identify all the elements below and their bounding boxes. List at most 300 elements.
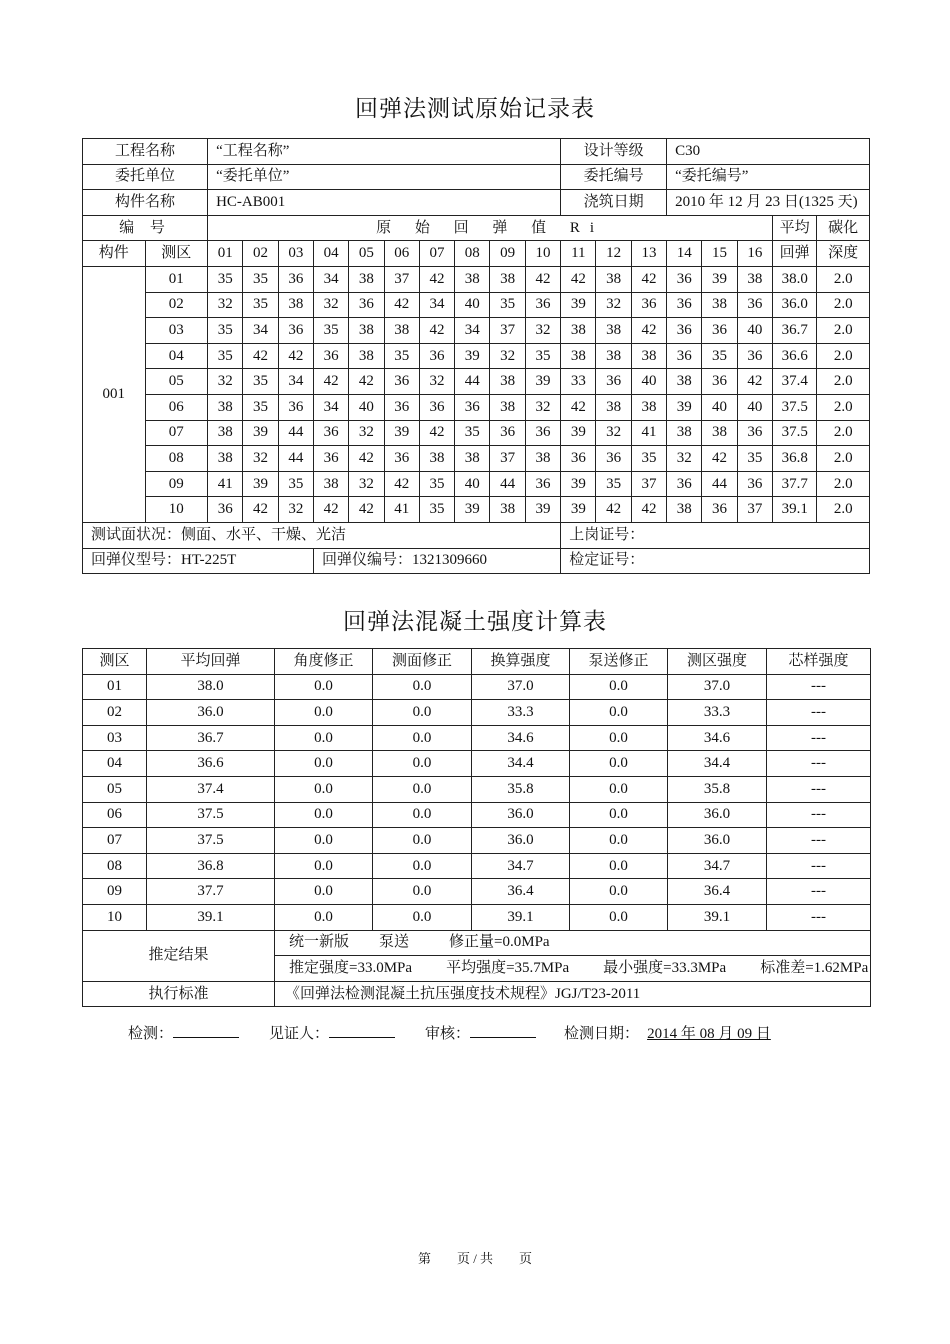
rebound-value-cell: 32 bbox=[349, 471, 384, 497]
rebound-value-cell: 36 bbox=[278, 266, 313, 292]
rebound-value-cell: 38 bbox=[737, 266, 772, 292]
avg-rebound-cell: 36.0 bbox=[773, 292, 817, 318]
avg-rebound-cell: 39.1 bbox=[773, 497, 817, 523]
instrument-number: 回弹仪编号：1321309660 bbox=[313, 548, 560, 574]
rebound-value-cell: 38 bbox=[667, 497, 702, 523]
rebound-value-cell: 44 bbox=[702, 471, 737, 497]
table-row bbox=[83, 343, 870, 369]
calc-cell: --- bbox=[767, 674, 871, 700]
calc-cell: 36.0 bbox=[147, 700, 275, 726]
calc-cell: 36.4 bbox=[472, 879, 570, 905]
rebound-value-cell: 38 bbox=[596, 266, 631, 292]
point-header: 16 bbox=[737, 241, 772, 267]
calc-cell: 33.3 bbox=[472, 700, 570, 726]
correction-value: 修正量=0.0MPa bbox=[449, 934, 550, 951]
table-row bbox=[83, 497, 870, 523]
calc-cell: 0.0 bbox=[275, 725, 373, 751]
rebound-value-cell: 38 bbox=[490, 497, 525, 523]
witness-label: 见证人： bbox=[269, 1026, 330, 1042]
calc-cell: 0.0 bbox=[373, 776, 472, 802]
rebound-value-cell: 42 bbox=[631, 318, 666, 344]
rebound-value-cell: 42 bbox=[349, 497, 384, 523]
member-label: 构件名称 bbox=[83, 190, 208, 216]
witness-signature-field[interactable] bbox=[329, 1023, 395, 1038]
rebound-value-cell: 36 bbox=[737, 292, 772, 318]
calc-cell: 06 bbox=[83, 802, 147, 828]
rebound-value-cell: 38 bbox=[384, 318, 419, 344]
rebound-value-cell: 36 bbox=[702, 369, 737, 395]
result-correction-line bbox=[275, 930, 871, 956]
point-header: 06 bbox=[384, 241, 419, 267]
rebound-value-cell: 38 bbox=[596, 318, 631, 344]
rebound-value-cell: 32 bbox=[278, 497, 313, 523]
avg-rebound-cell: 37.5 bbox=[773, 420, 817, 446]
calc-column-header: 平均回弹 bbox=[147, 649, 275, 675]
calc-column-header: 测区强度 bbox=[668, 649, 767, 675]
inspector-label: 检测： bbox=[128, 1026, 174, 1042]
rebound-value-cell: 36 bbox=[667, 266, 702, 292]
rebound-value-cell: 36 bbox=[455, 394, 490, 420]
rebound-value-cell: 41 bbox=[631, 420, 666, 446]
rebound-value-cell: 35 bbox=[702, 343, 737, 369]
calc-column-header: 角度修正 bbox=[275, 649, 373, 675]
table-row bbox=[83, 879, 871, 905]
calc-cell: 0.0 bbox=[373, 674, 472, 700]
rebound-value-cell: 38 bbox=[455, 446, 490, 472]
rebound-value-cell: 36 bbox=[737, 471, 772, 497]
rebound-value-cell: 38 bbox=[631, 343, 666, 369]
rebound-value-cell: 38 bbox=[667, 420, 702, 446]
zone-cell: 06 bbox=[145, 394, 208, 420]
calc-cell: 0.0 bbox=[275, 776, 373, 802]
calc-cell: 07 bbox=[83, 828, 147, 854]
carbonation-cell: 2.0 bbox=[817, 420, 870, 446]
rebound-value-cell: 36 bbox=[596, 369, 631, 395]
calc-cell: --- bbox=[767, 751, 871, 777]
avg-rebound-cell: 36.7 bbox=[773, 318, 817, 344]
table-row bbox=[83, 700, 871, 726]
test-date-label: 检测日期： bbox=[564, 1026, 640, 1042]
rebound-value-cell: 38 bbox=[490, 394, 525, 420]
rebound-value-cell: 35 bbox=[243, 266, 278, 292]
rebound-value-cell: 39 bbox=[455, 497, 490, 523]
calc-cell: 0.0 bbox=[275, 879, 373, 905]
table-row bbox=[83, 446, 870, 472]
rebound-value-cell: 36 bbox=[490, 420, 525, 446]
calc-cell: --- bbox=[767, 700, 871, 726]
project-value: “工程名称” bbox=[208, 139, 561, 165]
rebound-value-cell: 36 bbox=[278, 394, 313, 420]
rebound-value-cell: 38 bbox=[208, 446, 243, 472]
rebound-value-cell: 32 bbox=[349, 420, 384, 446]
standard-label: 执行标准 bbox=[83, 981, 275, 1007]
calc-column-header: 芯样强度 bbox=[767, 649, 871, 675]
table-row bbox=[83, 674, 871, 700]
rebound-value-cell: 35 bbox=[631, 446, 666, 472]
rebound-value-cell: 38 bbox=[490, 266, 525, 292]
rebound-value-cell: 32 bbox=[525, 318, 560, 344]
rebound-value-cell: 38 bbox=[631, 394, 666, 420]
calc-cell: 0.0 bbox=[275, 904, 373, 930]
rebound-value-cell: 38 bbox=[561, 343, 596, 369]
rebound-value-cell: 36 bbox=[419, 394, 454, 420]
point-header: 10 bbox=[525, 241, 560, 267]
rebound-value-cell: 42 bbox=[596, 497, 631, 523]
rebound-value-cell: 44 bbox=[278, 446, 313, 472]
rebound-value-cell: 38 bbox=[596, 343, 631, 369]
rebound-value-cell: 44 bbox=[490, 471, 525, 497]
point-header: 09 bbox=[490, 241, 525, 267]
pour-date-value: 2010 年 12 月 23 日(1325 天) bbox=[667, 190, 870, 216]
table-row bbox=[83, 802, 871, 828]
rebound-value-cell: 35 bbox=[243, 292, 278, 318]
inspector-signature-field[interactable] bbox=[173, 1023, 239, 1038]
calc-cell: 36.0 bbox=[472, 828, 570, 854]
rebound-value-cell: 36 bbox=[525, 420, 560, 446]
calc-cell: 0.0 bbox=[570, 853, 668, 879]
rebound-value-cell: 38 bbox=[349, 343, 384, 369]
table-row bbox=[83, 725, 871, 751]
rebound-value-cell: 42 bbox=[384, 292, 419, 318]
calc-cell: 0.0 bbox=[570, 879, 668, 905]
rebound-value-cell: 38 bbox=[419, 446, 454, 472]
std-deviation: 标准差=1.62MPa bbox=[760, 959, 869, 976]
calc-cell: 0.0 bbox=[275, 802, 373, 828]
point-header: 07 bbox=[419, 241, 454, 267]
rebound-value-cell: 42 bbox=[384, 471, 419, 497]
rebound-value-cell: 34 bbox=[278, 369, 313, 395]
result-label: 推定结果 bbox=[83, 930, 275, 981]
calc-cell: --- bbox=[767, 725, 871, 751]
calc-column-header: 泵送修正 bbox=[570, 649, 668, 675]
rebound-value-cell: 32 bbox=[525, 394, 560, 420]
rebound-value-cell: 36 bbox=[278, 318, 313, 344]
rebound-value-cell: 38 bbox=[667, 369, 702, 395]
reviewer-signature-field[interactable] bbox=[470, 1023, 536, 1038]
calc-cell: 0.0 bbox=[570, 828, 668, 854]
calc-cell: 0.0 bbox=[570, 802, 668, 828]
rebound-value-cell: 42 bbox=[561, 394, 596, 420]
point-header: 03 bbox=[278, 241, 313, 267]
calc-cell: 02 bbox=[83, 700, 147, 726]
calc-cell: 05 bbox=[83, 776, 147, 802]
rebound-value-cell: 41 bbox=[384, 497, 419, 523]
rebound-value-cell: 44 bbox=[278, 420, 313, 446]
rebound-value-cell: 38 bbox=[208, 394, 243, 420]
calc-cell: 01 bbox=[83, 674, 147, 700]
rebound-value-cell: 42 bbox=[243, 497, 278, 523]
client-value: “委托单位” bbox=[208, 164, 561, 190]
table-row bbox=[83, 751, 871, 777]
calc-title: 回弹法混凝土强度计算表 bbox=[343, 609, 607, 634]
grade-label: 设计等级 bbox=[561, 139, 667, 165]
table-row bbox=[83, 904, 871, 930]
rebound-value-cell: 32 bbox=[313, 292, 348, 318]
calc-cell: --- bbox=[767, 853, 871, 879]
rebound-value-cell: 42 bbox=[278, 343, 313, 369]
rebound-value-cell: 42 bbox=[631, 266, 666, 292]
pour-date-label: 浇筑日期 bbox=[561, 190, 667, 216]
calc-cell: 34.6 bbox=[472, 725, 570, 751]
rebound-value-cell: 36 bbox=[631, 292, 666, 318]
rebound-value-cell: 38 bbox=[702, 292, 737, 318]
calc-cell: 37.0 bbox=[668, 674, 767, 700]
calc-cell: --- bbox=[767, 828, 871, 854]
rebound-value-cell: 42 bbox=[349, 446, 384, 472]
calc-cell: 0.0 bbox=[570, 725, 668, 751]
calc-cell: 0.0 bbox=[373, 700, 472, 726]
calc-cell: 36.0 bbox=[472, 802, 570, 828]
raw-values-header: 原 始 回 弹 值 Ri bbox=[208, 215, 773, 241]
avg-rebound-cell: 36.6 bbox=[773, 343, 817, 369]
calc-cell: 0.0 bbox=[570, 700, 668, 726]
rebound-value-cell: 32 bbox=[490, 343, 525, 369]
calc-cell: 39.1 bbox=[668, 904, 767, 930]
point-header: 12 bbox=[596, 241, 631, 267]
estimated-strength: 推定强度=33.0MPa bbox=[289, 959, 413, 976]
reviewer-label: 审核： bbox=[425, 1026, 471, 1042]
record-title: 回弹法测试原始记录表 bbox=[355, 96, 595, 121]
rebound-value-cell: 34 bbox=[455, 318, 490, 344]
rebound-value-cell: 36 bbox=[525, 471, 560, 497]
calc-cell: 10 bbox=[83, 904, 147, 930]
rebound-value-cell: 39 bbox=[561, 420, 596, 446]
rebound-value-cell: 39 bbox=[243, 471, 278, 497]
table-row bbox=[83, 776, 871, 802]
rebound-value-cell: 32 bbox=[596, 420, 631, 446]
calc-cell: 0.0 bbox=[570, 674, 668, 700]
zone-cell: 07 bbox=[145, 420, 208, 446]
verification-certificate: 检定证号： bbox=[561, 548, 870, 574]
rebound-value-cell: 33 bbox=[561, 369, 596, 395]
rebound-value-cell: 36 bbox=[525, 292, 560, 318]
zone-cell: 09 bbox=[145, 471, 208, 497]
rebound-value-cell: 39 bbox=[702, 266, 737, 292]
member-value: HC-AB001 bbox=[208, 190, 561, 216]
point-header: 01 bbox=[208, 241, 243, 267]
rebound-value-cell: 39 bbox=[243, 420, 278, 446]
avg-header-top: 平均 bbox=[773, 215, 817, 241]
rebound-value-cell: 35 bbox=[243, 394, 278, 420]
calc-cell: 36.7 bbox=[147, 725, 275, 751]
point-header: 08 bbox=[455, 241, 490, 267]
calc-cell: 38.0 bbox=[147, 674, 275, 700]
carbonation-cell: 2.0 bbox=[817, 318, 870, 344]
rebound-value-cell: 36 bbox=[702, 318, 737, 344]
table-row bbox=[83, 420, 870, 446]
rebound-value-cell: 35 bbox=[208, 318, 243, 344]
rebound-value-cell: 34 bbox=[313, 394, 348, 420]
rebound-value-cell: 40 bbox=[702, 394, 737, 420]
calc-cell: 0.0 bbox=[275, 853, 373, 879]
point-header: 13 bbox=[631, 241, 666, 267]
rebound-value-cell: 38 bbox=[313, 471, 348, 497]
rebound-value-cell: 39 bbox=[525, 497, 560, 523]
rebound-value-cell: 36 bbox=[384, 446, 419, 472]
rebound-value-cell: 37 bbox=[631, 471, 666, 497]
average-strength: 平均强度=35.7MPa bbox=[446, 959, 570, 976]
rebound-value-cell: 36 bbox=[737, 420, 772, 446]
table-row bbox=[83, 292, 870, 318]
rebound-value-cell: 35 bbox=[208, 343, 243, 369]
calc-column-header: 测区 bbox=[83, 649, 147, 675]
avg-rebound-cell: 37.7 bbox=[773, 471, 817, 497]
calc-cell: 35.8 bbox=[472, 776, 570, 802]
calc-cell: 0.0 bbox=[373, 751, 472, 777]
calc-cell: 34.7 bbox=[668, 853, 767, 879]
rebound-value-cell: 37 bbox=[384, 266, 419, 292]
zone-col-header: 测区 bbox=[145, 241, 208, 267]
carbonation-cell: 2.0 bbox=[817, 343, 870, 369]
rebound-value-cell: 36 bbox=[702, 497, 737, 523]
calc-cell: 37.0 bbox=[472, 674, 570, 700]
calc-cell: 37.7 bbox=[147, 879, 275, 905]
rebound-value-cell: 42 bbox=[702, 446, 737, 472]
carbonation-cell: 2.0 bbox=[817, 292, 870, 318]
rebound-value-cell: 36 bbox=[561, 446, 596, 472]
avg-rebound-cell: 38.0 bbox=[773, 266, 817, 292]
commission-value: “委托编号” bbox=[667, 164, 870, 190]
carbonation-cell: 2.0 bbox=[817, 497, 870, 523]
calc-cell: 0.0 bbox=[275, 700, 373, 726]
rebound-value-cell: 38 bbox=[278, 292, 313, 318]
table-row bbox=[83, 318, 870, 344]
calc-cell: 35.8 bbox=[668, 776, 767, 802]
rebound-value-cell: 36 bbox=[384, 394, 419, 420]
calc-cell: 34.4 bbox=[668, 751, 767, 777]
calc-cell: --- bbox=[767, 879, 871, 905]
client-label: 委托单位 bbox=[83, 164, 208, 190]
rebound-value-cell: 36 bbox=[384, 369, 419, 395]
rebound-value-cell: 32 bbox=[208, 292, 243, 318]
calc-cell: 36.0 bbox=[668, 828, 767, 854]
zone-cell: 04 bbox=[145, 343, 208, 369]
rebound-value-cell: 42 bbox=[313, 369, 348, 395]
zone-cell: 01 bbox=[145, 266, 208, 292]
calc-cell: 03 bbox=[83, 725, 147, 751]
rebound-value-cell: 32 bbox=[667, 446, 702, 472]
rebound-value-cell: 35 bbox=[243, 369, 278, 395]
point-header: 04 bbox=[313, 241, 348, 267]
avg-rebound-cell: 37.4 bbox=[773, 369, 817, 395]
calc-cell: 0.0 bbox=[570, 904, 668, 930]
calc-cell: 08 bbox=[83, 853, 147, 879]
rebound-value-cell: 38 bbox=[702, 420, 737, 446]
carbonation-cell: 2.0 bbox=[817, 394, 870, 420]
calc-cell: 36.0 bbox=[668, 802, 767, 828]
rebound-value-cell: 42 bbox=[631, 497, 666, 523]
calc-cell: 0.0 bbox=[373, 802, 472, 828]
rebound-value-cell: 38 bbox=[349, 266, 384, 292]
rebound-value-cell: 34 bbox=[313, 266, 348, 292]
rebound-value-cell: 38 bbox=[349, 318, 384, 344]
rebound-value-cell: 35 bbox=[455, 420, 490, 446]
table-row bbox=[83, 828, 871, 854]
point-header: 14 bbox=[667, 241, 702, 267]
rebound-value-cell: 38 bbox=[208, 420, 243, 446]
rebound-value-cell: 39 bbox=[384, 420, 419, 446]
carbonation-cell: 2.0 bbox=[817, 369, 870, 395]
calc-cell: 09 bbox=[83, 879, 147, 905]
calc-cell: 0.0 bbox=[373, 828, 472, 854]
rebound-value-cell: 40 bbox=[737, 394, 772, 420]
rebound-value-cell: 36 bbox=[419, 343, 454, 369]
rebound-value-cell: 37 bbox=[490, 318, 525, 344]
calc-column-header: 测面修正 bbox=[373, 649, 472, 675]
calc-cell: 0.0 bbox=[570, 776, 668, 802]
rebound-value-cell: 36 bbox=[596, 446, 631, 472]
carb-header-top: 碳化 bbox=[817, 215, 870, 241]
calc-cell: 0.0 bbox=[373, 879, 472, 905]
rebound-value-cell: 36 bbox=[349, 292, 384, 318]
rebound-value-cell: 42 bbox=[313, 497, 348, 523]
calc-cell: 39.1 bbox=[147, 904, 275, 930]
calc-cell: 39.1 bbox=[472, 904, 570, 930]
rebound-value-cell: 34 bbox=[243, 318, 278, 344]
rebound-value-cell: 36 bbox=[667, 318, 702, 344]
calc-cell: 0.0 bbox=[373, 725, 472, 751]
strength-calc-table bbox=[82, 648, 871, 1007]
rebound-value-cell: 36 bbox=[313, 420, 348, 446]
table-row bbox=[83, 266, 870, 292]
version-label: 统一新版 bbox=[289, 934, 350, 951]
avg-rebound-cell: 36.8 bbox=[773, 446, 817, 472]
rebound-value-cell: 35 bbox=[490, 292, 525, 318]
rebound-value-cell: 39 bbox=[455, 343, 490, 369]
rebound-value-cell: 35 bbox=[737, 446, 772, 472]
calc-cell: 0.0 bbox=[373, 853, 472, 879]
calc-cell: 37.5 bbox=[147, 802, 275, 828]
surface-condition: 测试面状况：侧面、水平、干燥、光洁 bbox=[83, 522, 561, 548]
rebound-value-cell: 36 bbox=[737, 343, 772, 369]
rebound-value-cell: 32 bbox=[596, 292, 631, 318]
post-certificate: 上岗证号： bbox=[561, 522, 870, 548]
instrument-model: 回弹仪型号：HT-225T bbox=[83, 548, 314, 574]
calc-cell: 04 bbox=[83, 751, 147, 777]
calc-cell: 36.6 bbox=[147, 751, 275, 777]
avg-header-bottom: 回弹 bbox=[773, 241, 817, 267]
rebound-value-cell: 39 bbox=[561, 497, 596, 523]
zone-cell: 05 bbox=[145, 369, 208, 395]
calc-cell: 37.4 bbox=[147, 776, 275, 802]
carbonation-cell: 2.0 bbox=[817, 446, 870, 472]
rebound-value-cell: 35 bbox=[525, 343, 560, 369]
rebound-value-cell: 42 bbox=[419, 266, 454, 292]
table-row bbox=[83, 853, 871, 879]
rebound-value-cell: 42 bbox=[419, 420, 454, 446]
project-label: 工程名称 bbox=[83, 139, 208, 165]
rebound-value-cell: 39 bbox=[561, 292, 596, 318]
rebound-value-cell: 40 bbox=[455, 292, 490, 318]
result-strength-line bbox=[275, 956, 871, 982]
rebound-value-cell: 42 bbox=[525, 266, 560, 292]
calc-cell: 37.5 bbox=[147, 828, 275, 854]
rebound-value-cell: 42 bbox=[561, 266, 596, 292]
calc-cell: 0.0 bbox=[275, 751, 373, 777]
calc-cell: --- bbox=[767, 776, 871, 802]
calc-cell: --- bbox=[767, 802, 871, 828]
calc-cell: 0.0 bbox=[275, 828, 373, 854]
zone-cell: 08 bbox=[145, 446, 208, 472]
rebound-value-cell: 35 bbox=[208, 266, 243, 292]
table-row bbox=[83, 369, 870, 395]
rebound-value-cell: 38 bbox=[455, 266, 490, 292]
standard-value: 《回弹法检测混凝土抗压强度技术规程》JGJ/T23-2011 bbox=[275, 981, 871, 1007]
rebound-value-cell: 35 bbox=[278, 471, 313, 497]
rebound-value-cell: 35 bbox=[419, 497, 454, 523]
rebound-value-cell: 35 bbox=[419, 471, 454, 497]
member-id: 001 bbox=[83, 266, 146, 522]
